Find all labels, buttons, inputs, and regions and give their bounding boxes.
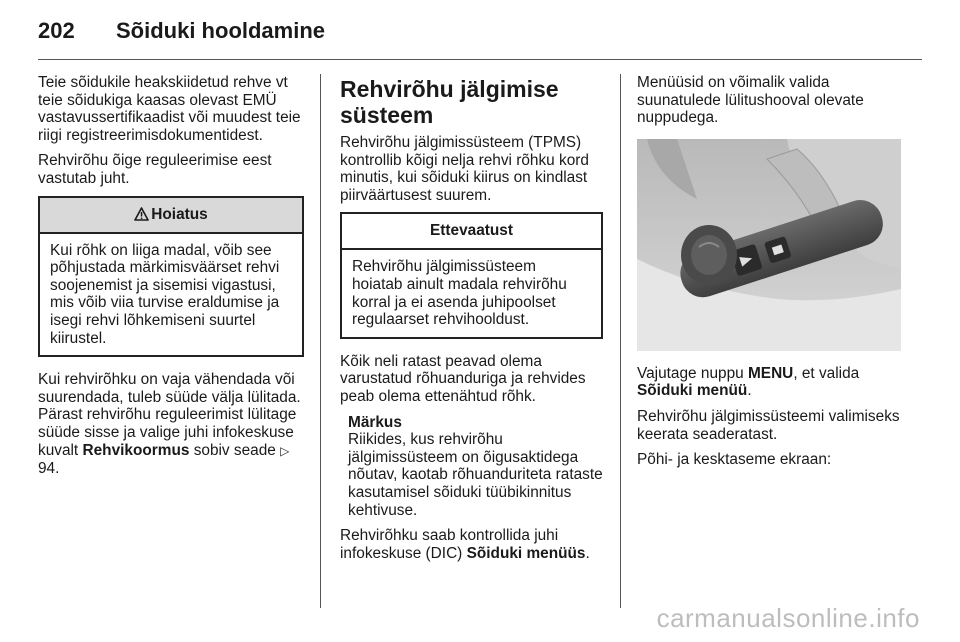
page-header (38, 18, 325, 48)
page-number: 202 (38, 18, 75, 43)
paragraph-approved-tyres: Teie sõidukile heakskiidetud rehve vt teie sõidukiga kaasas olevast EMÜ vastavussertifikaadist või muudest teie riigi registreerimisdokumentidest. (38, 74, 301, 144)
bold-term-menu: MENU (747, 364, 794, 382)
bold-term-vehicle-menu: Sõiduki menüüs (466, 544, 586, 562)
warning-text: Kui rõhk on liiga madal, võib see põhjustada märkimisväärset rehvi soojenemist ja sisemisi vigastusi, mis võib viia turvise eraldumise ja isegi rehvi lõhkemiseni suurtel kiirustel. (50, 241, 280, 347)
paragraph-dic-check (340, 527, 603, 562)
column-3 (637, 74, 901, 477)
caution-title: Ettevaatust (342, 214, 601, 250)
column-divider-2 (620, 74, 621, 608)
paragraph-text: Vajutage nuppu (637, 364, 744, 382)
column-1 (38, 74, 304, 486)
section-heading: Rehvirõhu jälgimise süsteem (340, 76, 559, 128)
page-reference-arrow-icon: ▷ (280, 443, 290, 458)
paragraph-select-tpms: Rehvirõhu jälgimissüsteemi valimiseks keerata seaderatast. (637, 407, 900, 443)
warning-header (40, 198, 302, 234)
paragraph-display-level: Põhi- ja kesktaseme ekraan: (637, 451, 832, 469)
paragraph-text: Rehvirõhku saab kontrollida juhi infokeskuse (DIC) (340, 527, 559, 562)
paragraph-sensors: Kõik neli ratast peavad olema varustatud rõhuanduriga ja rehvides peab olema ettenähtud rõhk. (340, 352, 586, 405)
watermark: carmanualsonline.info (656, 603, 920, 633)
paragraph-text: . (585, 544, 590, 562)
turn-signal-lever-image (637, 139, 901, 351)
warning-title: Hoiatus (151, 205, 208, 223)
column-2 (340, 74, 603, 570)
bold-term-tyre-load: Rehvikoormus (82, 441, 190, 459)
caution-text: Rehvirõhu jälgimissüsteem hoiatab ainult madala rehvirõhu korral ja ei asenda juhipoolset regulaarset rehvihooldust. (352, 258, 567, 329)
note-block (340, 414, 603, 520)
paragraph-text: , et valida (793, 364, 860, 382)
caution-box (340, 212, 603, 338)
header-divider (38, 59, 922, 60)
column-divider-1 (320, 74, 321, 608)
bold-term-vehicle-menu: Sõiduki menüü (637, 382, 748, 400)
paragraph-text: Kui rehvirõhku on vaja vähendada või suurendada, tuleb süüde välja lülitada. Pärast rehvirõhu reguleerimist lülitage süüde sisse ja valige juhi infokeskuse kuvalt (38, 371, 301, 459)
paragraph-text: . (747, 382, 752, 400)
page-title: Sõiduki hooldamine (116, 18, 326, 43)
warning-box (38, 196, 304, 358)
note-title: Märkus (348, 413, 402, 431)
page-reference: 94. (38, 460, 60, 478)
note-text: Riikides, kus rehvirõhu jälgimissüsteem on õigusaktidega nõutav, kaotab rõhuanduriteta rataste kasutamisel sõiduki tüübikinnitus kehtivuse. (348, 431, 603, 519)
warning-triangle-icon (134, 200, 149, 234)
paragraph-text: sobiv seade (193, 441, 276, 459)
paragraph-press-menu (637, 365, 901, 400)
paragraph-pressure-adjust (38, 371, 304, 478)
paragraph-menu-buttons: Menüüsid on võimalik valida suunatulede lülitushooval olevate nuppudega. (637, 74, 864, 127)
paragraph-tpms-intro: Rehvirõhu jälgimissüsteem (TPMS) kontrollib kõigi nelja rehvi rõhku kord minutis, kui sõiduki kiirus on kindlast piirväärtusest suurem. (340, 134, 589, 204)
paragraph-driver-responsibility: Rehvirõhu õige reguleerimise eest vastutab juht. (38, 152, 272, 187)
